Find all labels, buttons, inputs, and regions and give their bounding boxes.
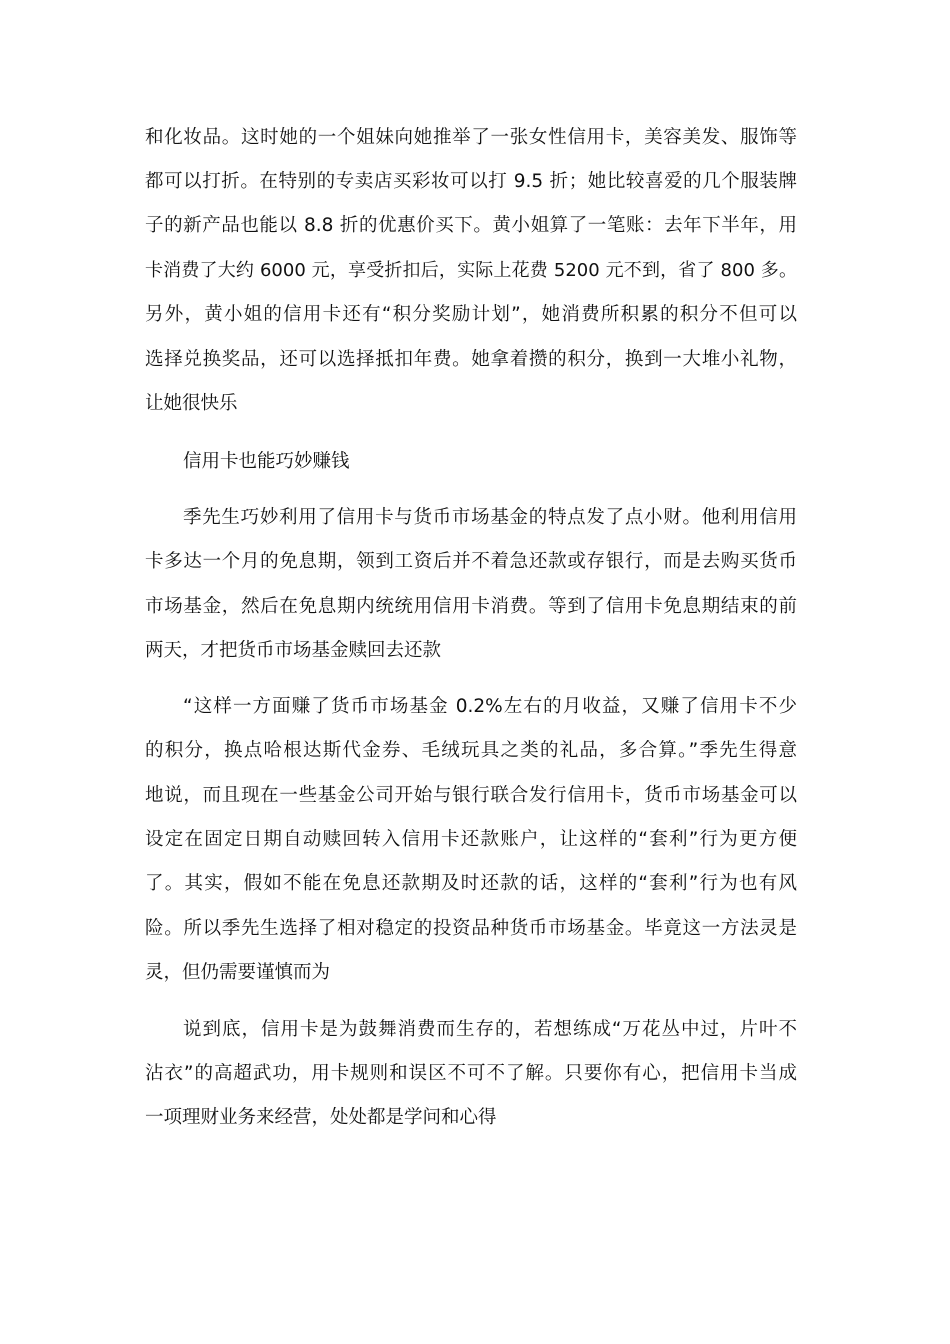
- text-line: 选择兑换奖品，还可以选择抵扣年费。她拿着攒的积分，换到一大堆小礼物，: [145, 349, 797, 370]
- text-line: 险。所以季先生选择了相对稳定的投资品种货币市场基金。毕竟这一方法灵是: [145, 918, 797, 939]
- text-line: 都可以打折。在特别的专卖店买彩妆可以打 9.5 折；她比较喜爱的几个服装牌: [145, 171, 797, 192]
- text-line: 灵，但仍需要谨慎而为: [145, 962, 331, 983]
- text-line: 的积分，换点哈根达斯代金券、毛绒玩具之类的礼品，多合算。”季先生得意: [145, 740, 797, 761]
- text-line: “这样一方面赚了货币市场基金 0.2%左右的月收益，又赚了信用卡不少: [183, 696, 797, 717]
- text-line: 市场基金，然后在免息期内统统用信用卡消费。等到了信用卡免息期结束的前: [145, 596, 797, 617]
- text-line: 卡消费了大约 6000 元，享受折扣后，实际上花费 5200 元不到，省了 800 多。: [145, 260, 797, 281]
- text-line: 设定在固定日期自动赎回转入信用卡还款账户，让这样的“套利”行为更方便: [145, 829, 797, 850]
- text-line: 让她很快乐: [145, 393, 238, 414]
- text-line: 信用卡也能巧妙赚钱: [183, 451, 350, 472]
- text-line: 说到底，信用卡是为鼓舞消费而生存的，若想练成“万花丛中过，片叶不: [183, 1019, 797, 1040]
- text-line: 沾衣”的高超武功，用卡规则和误区不可不了解。只要你有心，把信用卡当成: [145, 1063, 797, 1084]
- text-line: 另外，黄小姐的信用卡还有“积分奖励计划”，她消费所积累的积分不但可以: [145, 304, 797, 325]
- text-line: 两天，才把货币市场基金赎回去还款: [145, 640, 442, 661]
- text-line: 子的新产品也能以 8.8 折的优惠价买下。黄小姐算了一笔账：去年下半年，用: [145, 215, 797, 236]
- text-line: 和化妆品。这时她的一个姐妹向她推举了一张女性信用卡，美容美发、服饰等: [145, 127, 797, 148]
- text-line: 地说，而且现在一些基金公司开始与银行联合发行信用卡，货币市场基金可以: [145, 785, 797, 806]
- text-line: 卡多达一个月的免息期，领到工资后并不着急还款或存银行，而是去购买货币: [145, 551, 797, 572]
- text-line: 季先生巧妙利用了信用卡与货币市场基金的特点发了点小财。他利用信用: [183, 507, 797, 528]
- text-line: 了。其实，假如不能在免息还款期及时还款的话，这样的“套利”行为也有风: [145, 873, 797, 894]
- text-line: 一项理财业务来经营，处处都是学问和心得: [145, 1107, 497, 1128]
